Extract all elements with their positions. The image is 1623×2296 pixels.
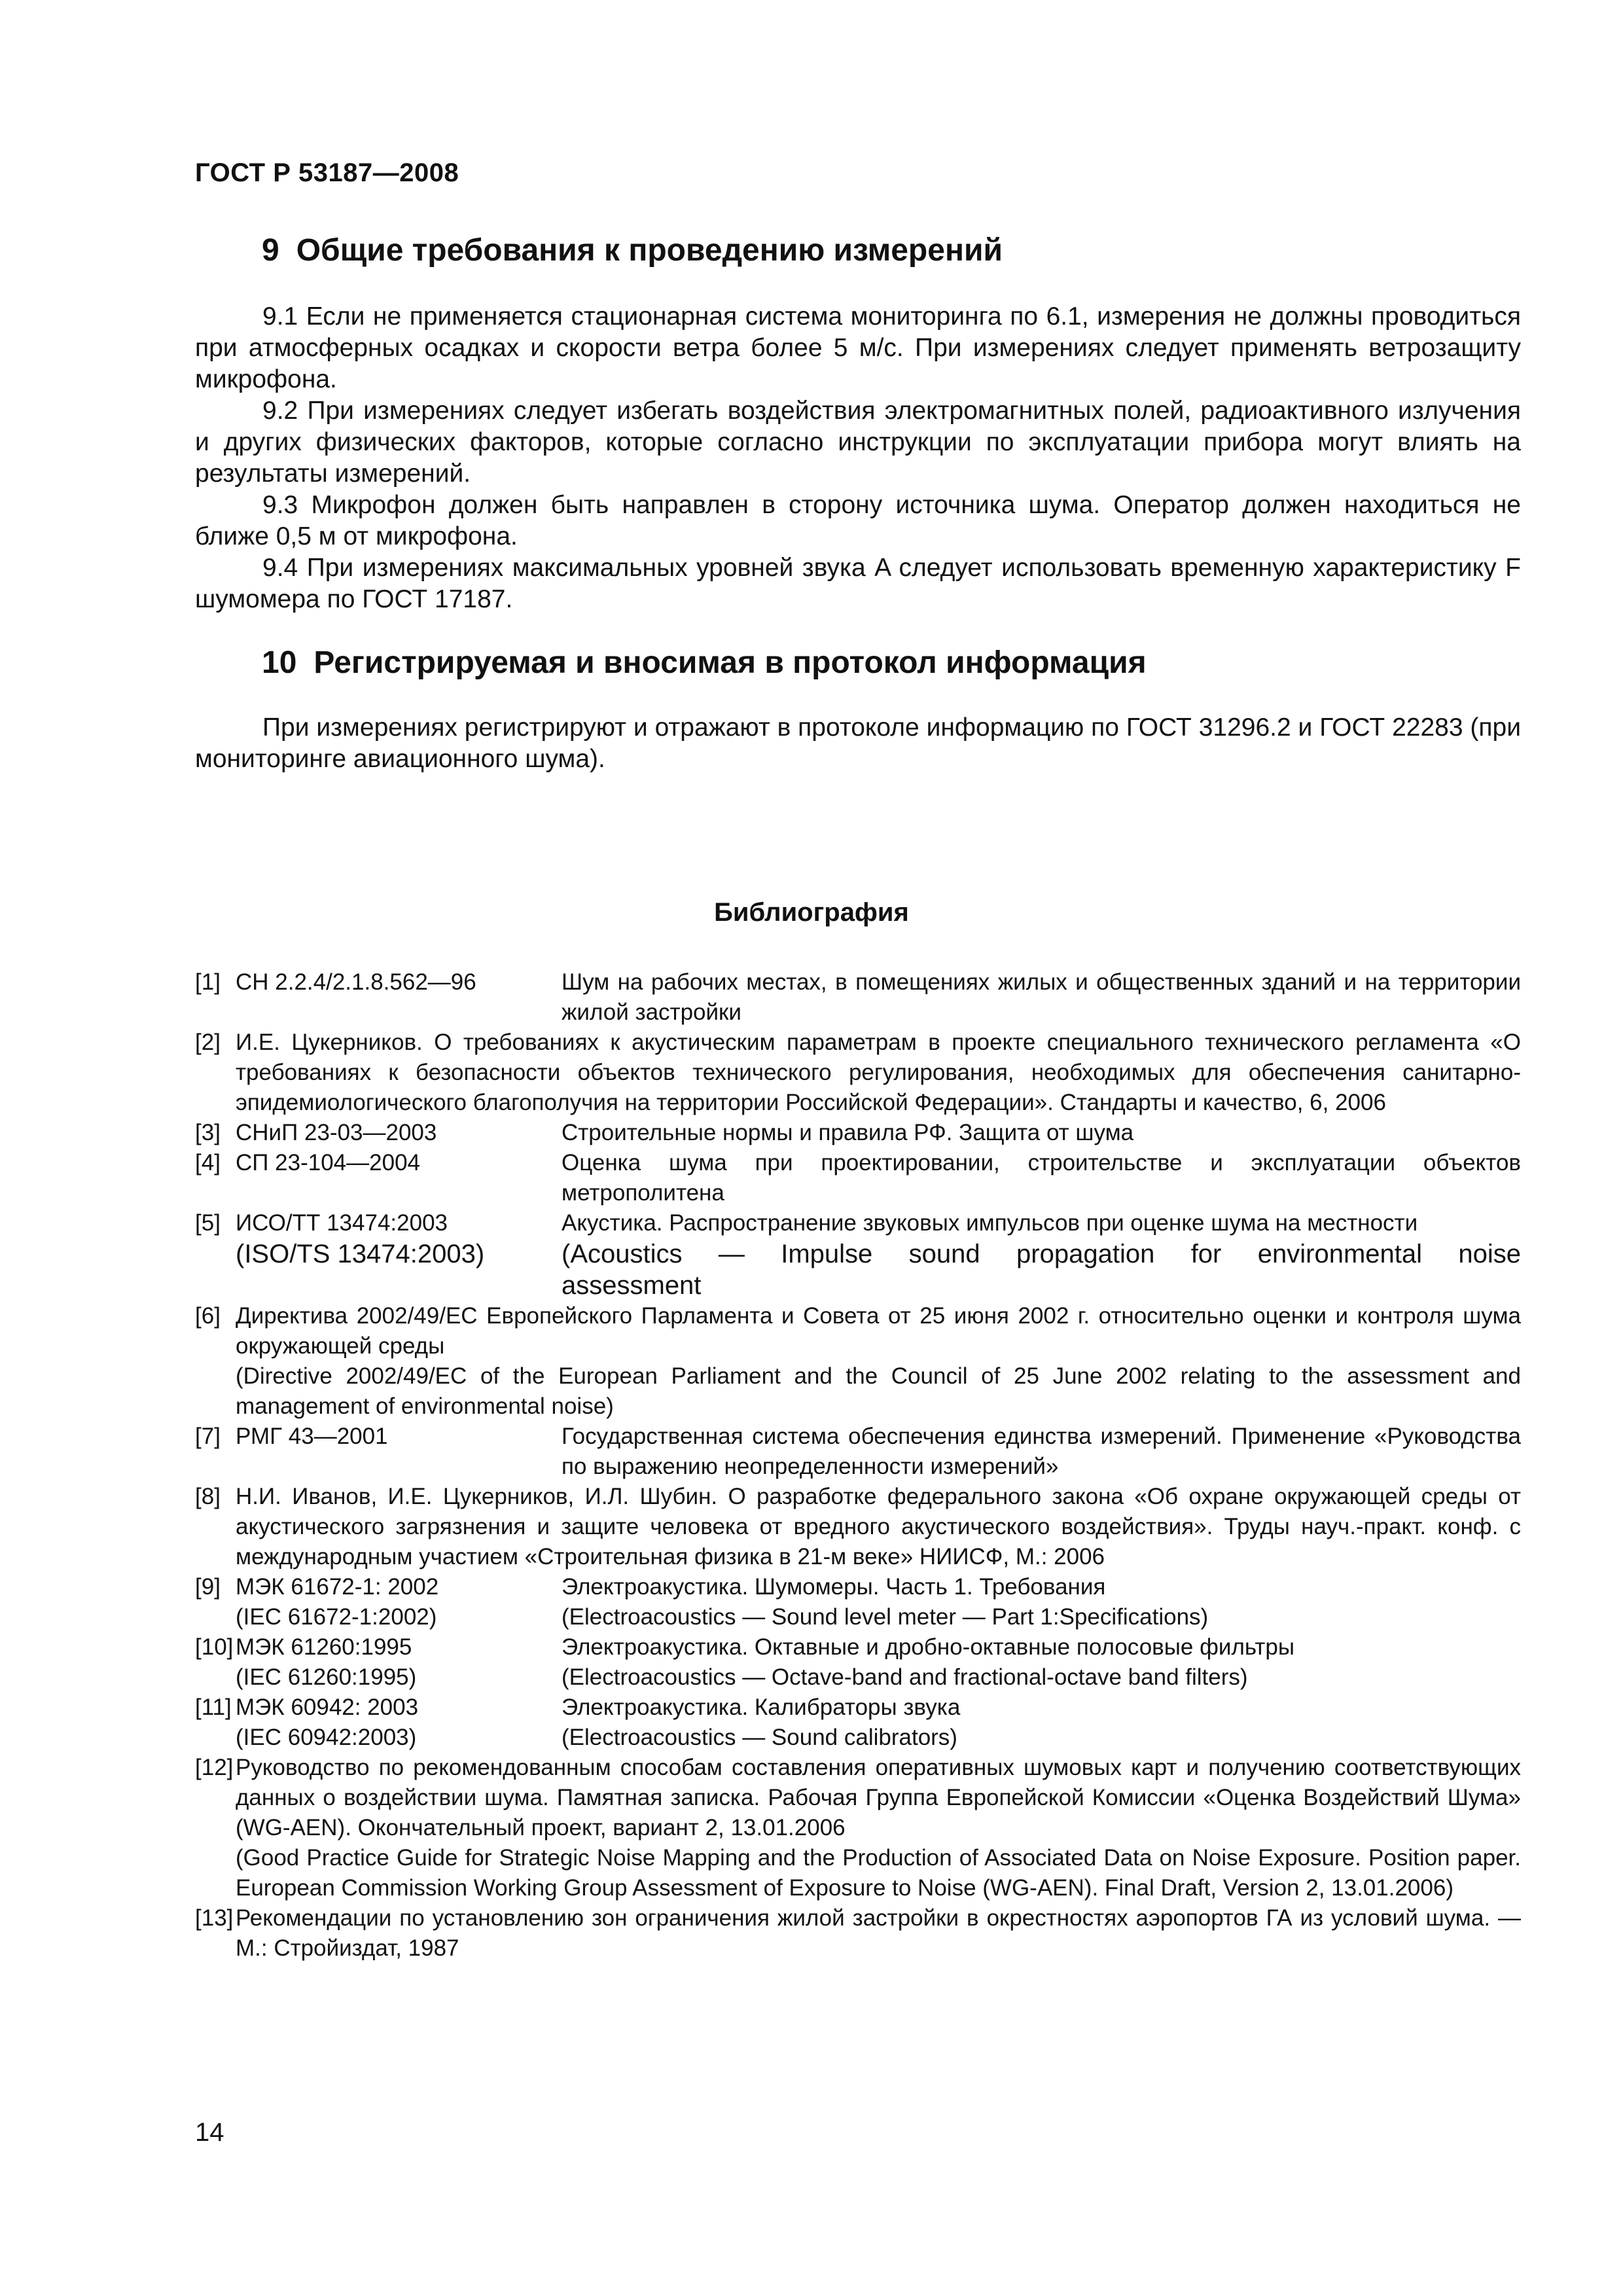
document-code-header: ГОСТ Р 53187—2008 bbox=[195, 158, 459, 187]
entry-text: Акустика. Распространение звуковых импульсов при оценке шума на местности bbox=[562, 1210, 1418, 1236]
entry-text: Руководство по рекомендованным способам составления оперативных шумовых карт и получению соответствующих данных о воздействии шума. Памятная записка. Рабочая Группа Европейской Комиссии «Оценка Воздействий Шума» (WG-AEN). Окончательный проект, вариант 2, 13.01.2006 bbox=[236, 1755, 1521, 1840]
paragraph-10: При измерениях регистрируют и отражают в протоколе информацию по ГОСТ 31296.2 и ГОСТ 22283 (при мониторинге авиационного шума). bbox=[195, 713, 1521, 773]
entry-code-english: (IEC 61260:1995) bbox=[236, 1664, 417, 1690]
entry-code: СП 23-104—2004 bbox=[236, 1150, 420, 1175]
bibliography-entry-8 bbox=[195, 1482, 1521, 1572]
paragraph-9-2: 9.2 При измерениях следует избегать воздействия электромагнитных полей, радиоактивного излучения и других физических факторов, которые согласно инструкции по эксплуатации прибора могут влиять на результаты измерений. bbox=[195, 397, 1521, 488]
entry-text: Электроакустика. Октавные и дробно-октавные полосовые фильтры bbox=[562, 1634, 1295, 1660]
page-number: 14 bbox=[195, 2118, 224, 2147]
entry-code: ИСО/ТТ 13474:2003 bbox=[236, 1210, 448, 1236]
entry-text: Электроакустика. Шумомеры. Часть 1. Требования bbox=[562, 1574, 1106, 1600]
entry-number: [8] bbox=[195, 1484, 221, 1509]
paragraph-9-3: 9.3 Микрофон должен быть направлен в сторону источника шума. Оператор должен находиться не ближе 0,5 м от микрофона. bbox=[195, 491, 1521, 550]
bibliography-entry-5 bbox=[195, 1208, 1521, 1301]
entry-text: Электроакустика. Калибраторы звука bbox=[562, 1695, 961, 1720]
entry-text: Оценка шума при проектировании, строительстве и эксплуатации объектов метрополитена bbox=[562, 1150, 1521, 1206]
bibliography-entry-3 bbox=[195, 1118, 1521, 1148]
entry-code: МЭК 61260:1995 bbox=[236, 1634, 412, 1660]
section-10-title: Регистрируемая и вносимая в протокол информация bbox=[313, 645, 1147, 680]
bibliography-entry-12 bbox=[195, 1753, 1521, 1903]
entry-code-english: (IEC 61672-1:2002) bbox=[236, 1604, 437, 1630]
bibliography-entry-7 bbox=[195, 1422, 1521, 1482]
entry-code: СНиП 23-03—2003 bbox=[236, 1120, 437, 1145]
bibliography-entry-11 bbox=[195, 1693, 1521, 1753]
entry-text-english: (Acoustics — Impulse sound propagation for environmental noise bbox=[562, 1240, 1521, 1268]
section-9-number: 9 bbox=[262, 233, 279, 268]
entry-text-english: (Electroacoustics — Sound calibrators) bbox=[562, 1725, 957, 1750]
entry-number: [11] bbox=[195, 1695, 232, 1720]
entry-text-english: (Electroacoustics — Sound level meter — Part 1:Specifications) bbox=[562, 1604, 1209, 1630]
section-10-number: 10 bbox=[262, 645, 297, 680]
entry-number: [2] bbox=[195, 1030, 221, 1055]
entry-number: [10] bbox=[195, 1634, 234, 1660]
paragraph-9-1: 9.1 Если не применяется стационарная система мониторинга по 6.1, измерения не должны проводиться при атмосферных осадках и скорости ветра более 5 м/с. При измерениях следует применять ветрозащиту микрофона. bbox=[195, 302, 1521, 393]
entry-text: Шум на рабочих местах, в помещениях жилых и общественных зданий и на территории жилой застройки bbox=[562, 969, 1521, 1025]
entry-code-english: (IEC 60942:2003) bbox=[236, 1725, 417, 1750]
entry-text-english: (Electroacoustics — Octave-band and fractional-octave band filters) bbox=[562, 1664, 1248, 1690]
bibliography-entry-13 bbox=[195, 1903, 1521, 1964]
bibliography-title: Библиография bbox=[714, 898, 909, 927]
bibliography-entry-10 bbox=[195, 1632, 1521, 1693]
entry-code: РМГ 43—2001 bbox=[236, 1424, 388, 1449]
entry-number: [4] bbox=[195, 1150, 221, 1175]
entry-number: [3] bbox=[195, 1120, 221, 1145]
entry-number: [13] bbox=[195, 1905, 234, 1931]
bibliography-entry-9 bbox=[195, 1572, 1521, 1632]
entry-text: Строительные нормы и правила РФ. Защита от шума bbox=[562, 1120, 1134, 1145]
paragraph-9-4: 9.4 При измерениях максимальных уровней звука A следует использовать временную характеристику F шумомера по ГОСТ 17187. bbox=[195, 554, 1521, 613]
section-9-heading bbox=[262, 232, 1003, 268]
entry-text: Рекомендации по установлению зон ограничения жилой застройки в окрестностях аэропортов ГА из условий шума. — М.: Стройиздат, 1987 bbox=[236, 1905, 1521, 1961]
section-9-title: Общие требования к проведению измерений bbox=[296, 233, 1003, 268]
entry-text: Директива 2002/49/ЕС Европейского Парламента и Совета от 25 июня 2002 г. относительно оценки и контроля шума окружающей среды bbox=[236, 1303, 1521, 1359]
entry-code-english: (ISO/TS 13474:2003) bbox=[236, 1240, 485, 1268]
section-10-heading bbox=[262, 645, 1147, 681]
bibliography-entry-2 bbox=[195, 1028, 1521, 1118]
bibliography-entry-6 bbox=[195, 1301, 1521, 1422]
entry-text: Государственная система обеспечения единства измерений. Применение «Руководства по выражению неопределенности измерений» bbox=[562, 1424, 1521, 1479]
entry-number: [1] bbox=[195, 969, 221, 995]
entry-number: [12] bbox=[195, 1755, 234, 1780]
entry-text: И.Е. Цукерников. О требованиях к акустическим параметрам в проекте специального технического регламента «О требованиях к безопасности объектов технического регулирования, необходимых для обеспечения санитарно-эпидемиологического благополучия на территории Российской Федерации». Стандарты и качество, 6, 2006 bbox=[236, 1030, 1521, 1115]
entry-code: МЭК 60942: 2003 bbox=[236, 1695, 419, 1720]
entry-text: Н.И. Иванов, И.Е. Цукерников, И.Л. Шубин. О разработке федерального закона «Об охране окружающей среды от акустического загрязнения и защите человека от вредного акустического воздействия». Труды науч.-практ. конф. с международным участием «Строительная физика в 21-м веке» НИИСФ, М.: 2006 bbox=[236, 1484, 1521, 1570]
bibliography-list bbox=[195, 967, 1521, 1964]
entry-text-english: (Good Practice Guide for Strategic Noise Mapping and the Production of Associated Data on Noise Exposure. Position paper. European Commission Working Group Assessment of Exposure to Noise (WG-AEN). Final Draft, Version 2, 13.01.2006) bbox=[236, 1845, 1521, 1901]
entry-number: [7] bbox=[195, 1424, 221, 1449]
section-9-body bbox=[195, 301, 1521, 615]
entry-text-english-continued: assessment bbox=[562, 1271, 702, 1300]
bibliography-entry-1 bbox=[195, 967, 1521, 1028]
entry-text-english: (Directive 2002/49/EC of the European Parliament and the Council of 25 June 2002 relating to the assessment and management of environmental noise) bbox=[236, 1363, 1521, 1419]
entry-number: [5] bbox=[195, 1210, 221, 1236]
bibliography-entry-4 bbox=[195, 1148, 1521, 1208]
entry-number: [6] bbox=[195, 1303, 221, 1329]
entry-code: МЭК 61672-1: 2002 bbox=[236, 1574, 439, 1600]
entry-number: [9] bbox=[195, 1574, 221, 1600]
section-10-body bbox=[195, 712, 1521, 775]
entry-code: СН 2.2.4/2.1.8.562—96 bbox=[236, 969, 476, 995]
